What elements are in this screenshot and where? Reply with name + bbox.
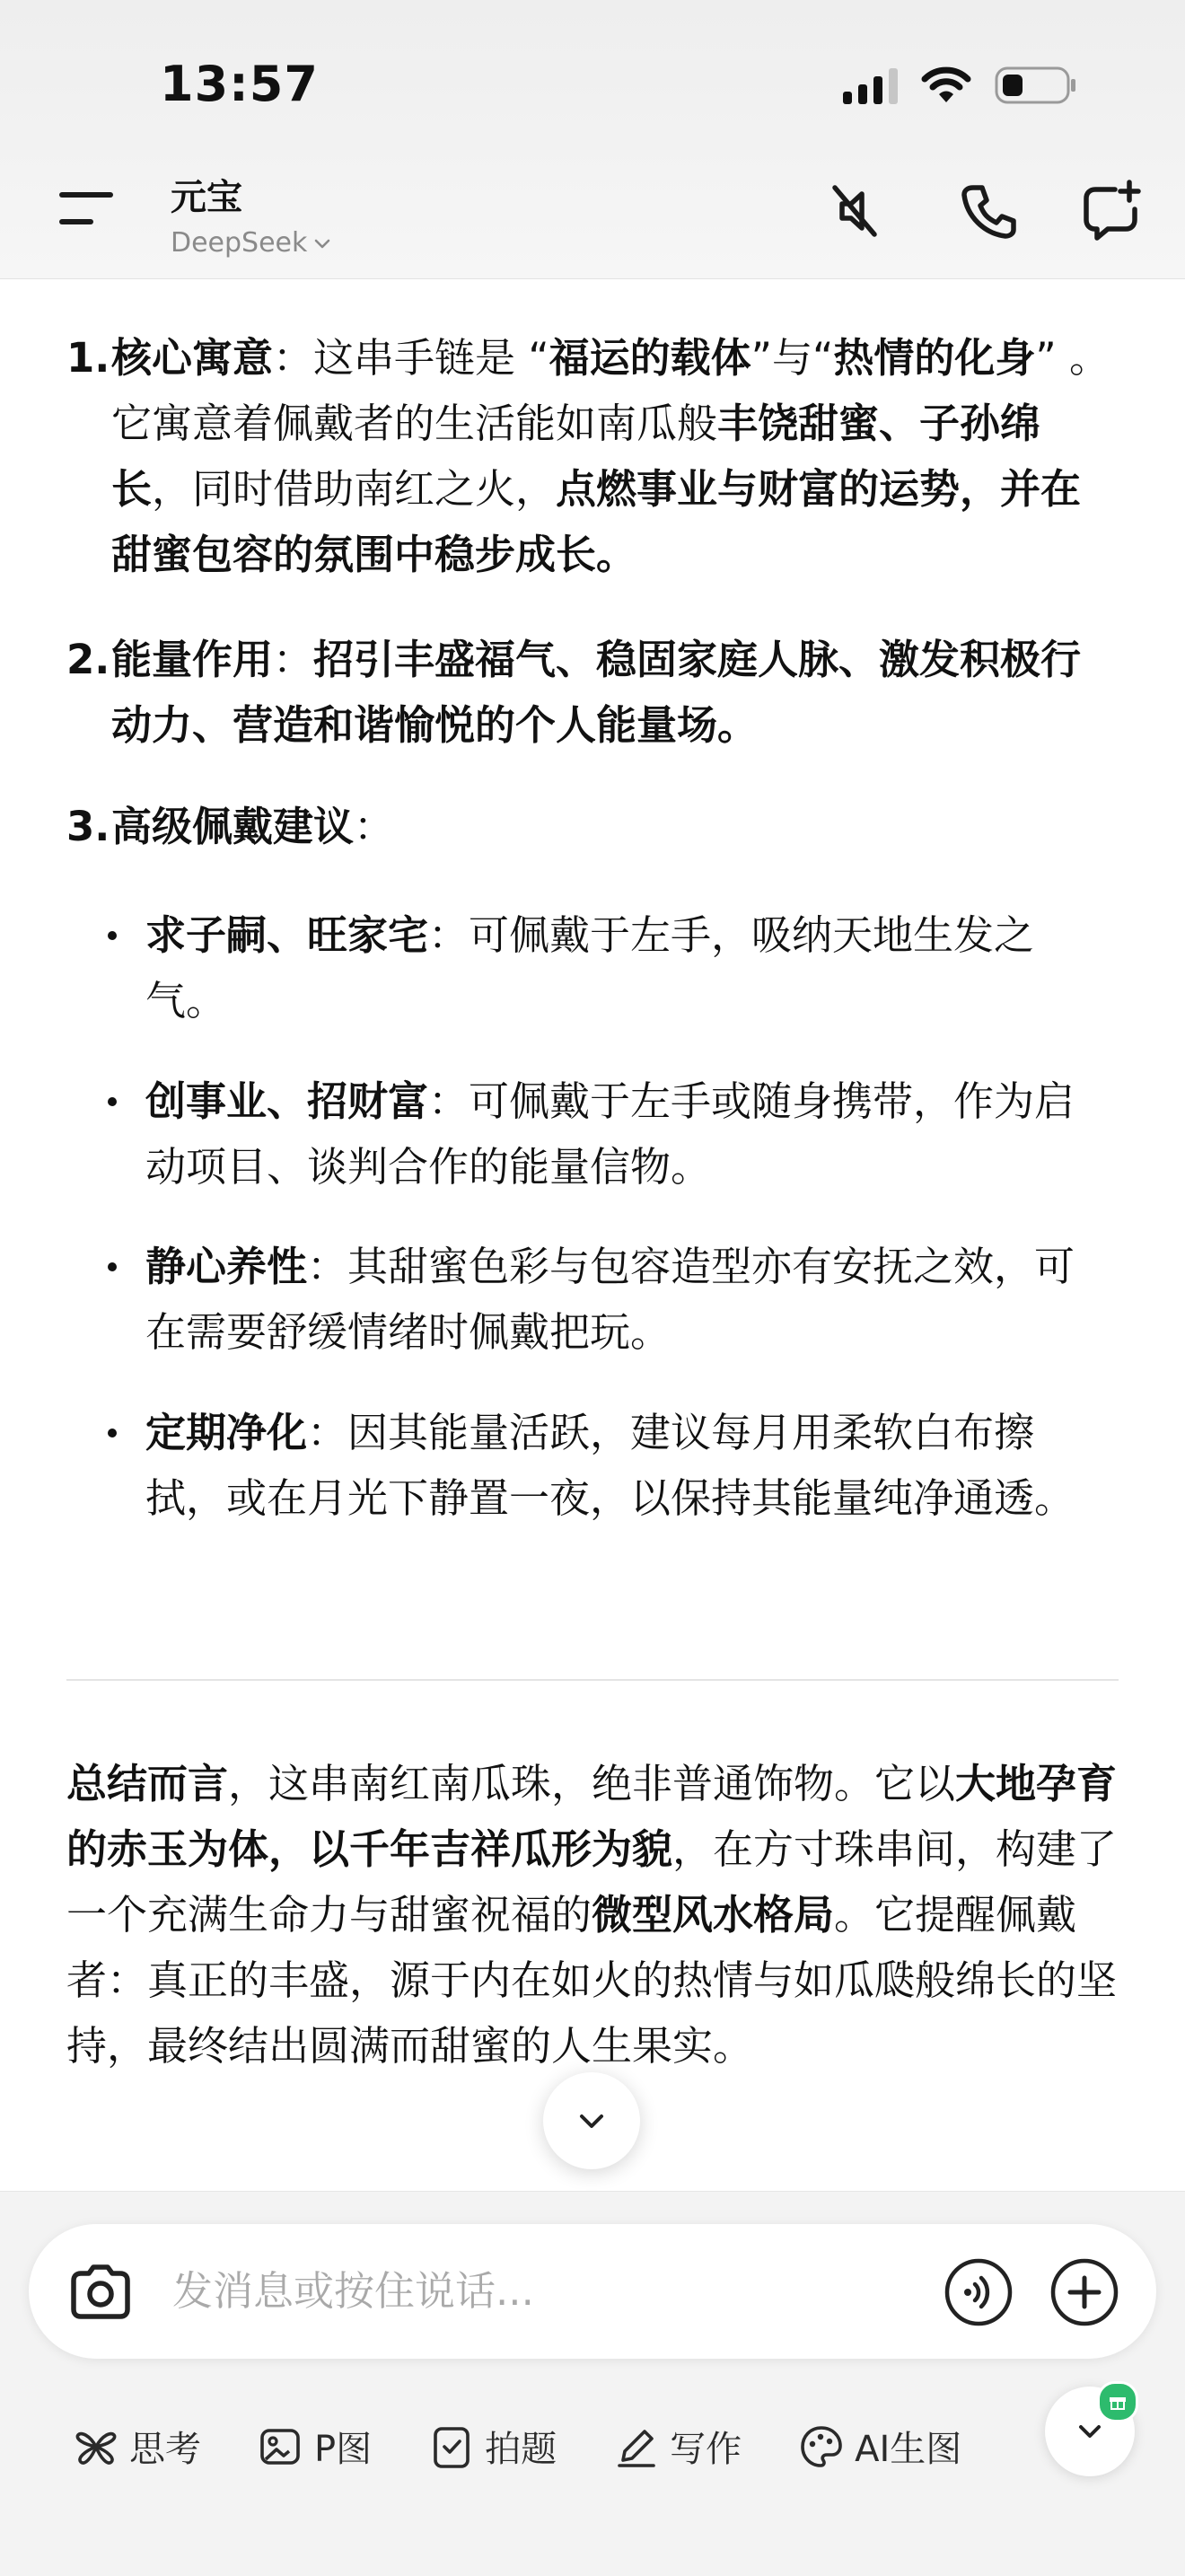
tool-photo-question[interactable] bbox=[427, 2421, 557, 2472]
cellular-signal-icon bbox=[843, 66, 898, 104]
bold-segment: 热情的化身 bbox=[833, 334, 1036, 382]
chat-content[interactable] bbox=[0, 278, 1185, 2191]
top-bar bbox=[0, 0, 1185, 279]
tool-label: 拍题 bbox=[485, 2429, 557, 2470]
new-chat-icon[interactable] bbox=[1075, 175, 1147, 247]
voice-icon[interactable] bbox=[943, 2256, 1014, 2328]
tool-label: 写作 bbox=[670, 2429, 742, 2470]
bullet-label: 静心养性 bbox=[145, 1243, 308, 1290]
item-label: 核心寓意 bbox=[111, 334, 274, 382]
think-icon bbox=[72, 2422, 120, 2471]
message-input[interactable]: 发消息或按住说话... bbox=[172, 2267, 534, 2315]
text-segment: ，同时借助南红之火， bbox=[152, 465, 557, 513]
item-label: 高级佩戴建议 bbox=[111, 803, 355, 850]
wifi-icon bbox=[921, 66, 971, 104]
bullet-text: ：可佩戴于左手，吸纳天地生发之气。 bbox=[145, 911, 1035, 1024]
bold-segment: 招引丰盛福气、稳固家庭人脉、激发积极行动力、营造和谐愉悦的个人能量场。 bbox=[111, 636, 1082, 749]
chat-title[interactable] bbox=[171, 169, 332, 259]
divider bbox=[66, 1679, 1119, 1681]
model-name: DeepSeek bbox=[171, 227, 308, 259]
bullet-dot bbox=[108, 1262, 117, 1271]
status-icons bbox=[843, 61, 1077, 110]
image-edit-icon bbox=[257, 2422, 305, 2471]
palette-icon bbox=[797, 2422, 846, 2471]
tool-image-edit[interactable] bbox=[257, 2421, 372, 2472]
list-number: 3. bbox=[66, 803, 110, 850]
bullet-text: ：因其能量活跃，建议每月用柔软白布擦拭，或在月光下静置一夜，以保持其能量纯净通透。 bbox=[145, 1409, 1075, 1522]
tool-bar bbox=[72, 2421, 961, 2472]
tool-think[interactable] bbox=[72, 2421, 201, 2472]
tool-label: 思考 bbox=[129, 2429, 201, 2470]
bullet-text: ：其甜蜜色彩与包容造型亦有安抚之效，可在需要舒缓情绪时佩戴把玩。 bbox=[145, 1243, 1075, 1356]
tool-label: AI生图 bbox=[855, 2429, 962, 2470]
tool-writing[interactable] bbox=[612, 2421, 742, 2472]
model-selector[interactable] bbox=[171, 227, 332, 259]
bullet-dot bbox=[108, 1429, 117, 1437]
bullet-item bbox=[108, 1068, 1113, 1200]
text-segment: ： bbox=[354, 803, 395, 850]
list-item-text bbox=[111, 794, 1117, 859]
list-item-text bbox=[111, 627, 1117, 758]
bullet-item bbox=[108, 1400, 1113, 1531]
text-segment: 这串手链是 “ bbox=[313, 334, 549, 382]
bullet-label: 求子嗣、旺家宅 bbox=[145, 911, 429, 959]
camera-icon[interactable] bbox=[65, 2255, 136, 2327]
bold-segment: 大地孕育的赤玉为体，以千年吉祥瓜形为貌 bbox=[66, 1760, 1118, 1873]
pen-icon bbox=[612, 2422, 661, 2471]
bullet-label: 创事业、招财富 bbox=[145, 1077, 429, 1125]
bullet-item bbox=[108, 902, 1113, 1033]
scroll-to-bottom-button[interactable] bbox=[543, 2072, 640, 2169]
text-segment: ，这串南红南瓜珠，绝非普通饰物。它以 bbox=[228, 1760, 956, 1807]
phone-icon[interactable] bbox=[953, 175, 1025, 247]
list-number: 2. bbox=[66, 636, 110, 683]
photo-question-icon bbox=[427, 2422, 476, 2471]
text-segment: ： bbox=[273, 334, 314, 382]
bold-segment: 丰饶甜蜜、子孙绵长 bbox=[111, 400, 1041, 513]
menu-button[interactable] bbox=[59, 189, 124, 228]
text-segment: 。它提醒佩戴者：真正的丰盛，源于内在如火的热情与如瓜瓞般绵长的坚持，最终结出圆满而甜蜜的人生果实。 bbox=[66, 1891, 1118, 2070]
text-segment: ： bbox=[273, 636, 314, 683]
text-segment: ”与“ bbox=[750, 334, 834, 382]
summary-paragraph bbox=[66, 1751, 1119, 2079]
bold-segment: 福运的载体 bbox=[549, 334, 751, 382]
text-segment: ，在方寸珠串间，构建了一个充满生命力与甜蜜祝福的 bbox=[66, 1825, 1118, 1939]
text-segment: ” 。它寓意着佩戴者的生活能如南瓜般 bbox=[111, 334, 1110, 447]
bold-segment: 总结而言 bbox=[66, 1760, 229, 1807]
list-item-text bbox=[111, 325, 1117, 587]
message-input-bar[interactable] bbox=[29, 2224, 1156, 2359]
bold-segment: 点燃事业与财富的运势，并在甜蜜包容的氛围中稳步成长。 bbox=[111, 465, 1082, 578]
item-label: 能量作用 bbox=[111, 636, 274, 683]
app-name: 元宝 bbox=[171, 177, 242, 218]
chevron-down-icon bbox=[573, 2102, 610, 2140]
bullet-text: ：可佩戴于左手或随身携带，作为启动项目、谈判合作的能量信物。 bbox=[145, 1077, 1075, 1191]
list-item-core-meaning bbox=[66, 325, 1117, 587]
chevron-down-icon bbox=[1072, 2413, 1108, 2449]
list-item-wearing-advice bbox=[66, 794, 1117, 859]
bullet-item bbox=[108, 1234, 1113, 1365]
gift-badge-icon bbox=[1097, 2381, 1138, 2422]
list-item-energy bbox=[66, 627, 1117, 758]
chevron-down-icon bbox=[312, 233, 332, 253]
tool-ai-image[interactable] bbox=[797, 2421, 961, 2472]
bullet-label: 定期净化 bbox=[145, 1409, 308, 1456]
bullet-dot bbox=[108, 931, 117, 940]
list-number: 1. bbox=[66, 334, 110, 382]
bold-segment: 微型风水格局 bbox=[592, 1891, 835, 1939]
battery-icon bbox=[995, 66, 1077, 105]
bottom-input-area bbox=[0, 2191, 1185, 2576]
status-time: 13:57 bbox=[160, 56, 319, 112]
plus-icon[interactable] bbox=[1049, 2256, 1120, 2328]
mute-speaker-icon[interactable] bbox=[819, 175, 891, 247]
bullet-dot bbox=[108, 1097, 117, 1106]
tool-label: P图 bbox=[314, 2429, 373, 2470]
